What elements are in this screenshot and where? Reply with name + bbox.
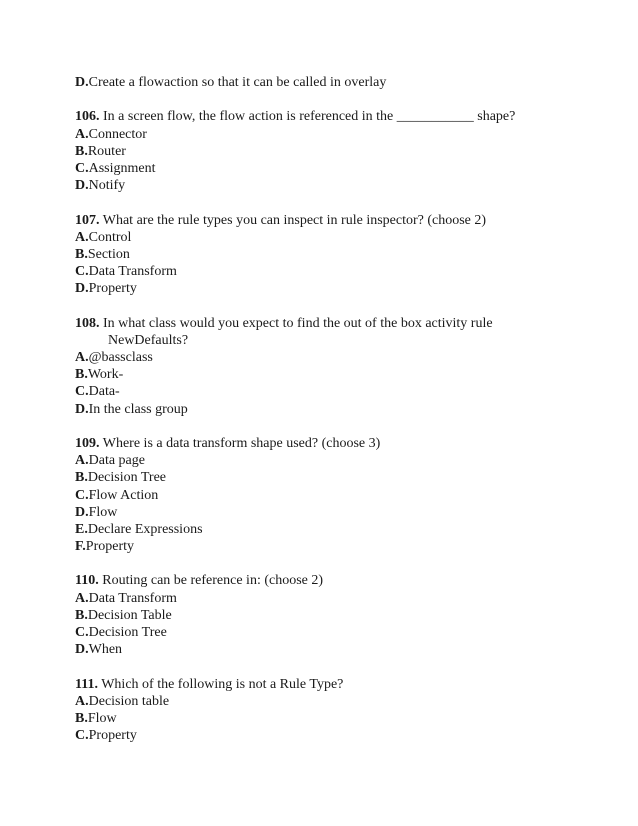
answer-option: [75, 693, 615, 710]
option-text: Decision Table: [87, 607, 172, 623]
question-number: 108.: [75, 315, 100, 331]
option-letter: C.: [75, 487, 89, 503]
question-110: [75, 572, 615, 589]
option-letter: B.: [75, 607, 88, 623]
option-letter: E.: [75, 521, 88, 537]
option-letter: C.: [75, 160, 89, 176]
answer-option: [75, 727, 615, 744]
question-text: In a screen flow, the flow action is referenced in the ___________ shape?: [99, 109, 516, 125]
question-number: 107.: [75, 212, 100, 228]
option-text: @bassclass: [88, 350, 153, 365]
answer-option: [75, 401, 615, 418]
option-text: Flow: [88, 504, 118, 520]
answer-option: [75, 349, 615, 366]
spacer: [75, 194, 615, 211]
option-text: In the class group: [88, 401, 188, 417]
option-letter: F.: [75, 539, 86, 555]
answer-option: [75, 143, 615, 160]
answer-option: [75, 590, 615, 607]
answer-option: [75, 469, 615, 486]
option-letter: D.: [75, 504, 89, 520]
spacer: [75, 418, 615, 435]
option-text: Decision Tree: [87, 470, 167, 486]
option-text: Property: [88, 728, 137, 744]
option-text: Flow: [87, 710, 117, 726]
question-number: 109.: [75, 435, 100, 451]
question-107: [75, 212, 615, 229]
question-number: 110.: [75, 573, 99, 589]
question-number: 106.: [75, 109, 100, 125]
option-text: Connector: [88, 126, 147, 142]
answer-option: [75, 366, 615, 383]
answer-option: [75, 177, 615, 194]
option-text: Data Transform: [88, 590, 177, 606]
option-letter: D.: [75, 642, 89, 658]
answer-option: [75, 607, 615, 624]
answer-option: [75, 641, 615, 658]
question-text: Where is a data transform shape used? (choose 3): [99, 435, 381, 451]
option-text: When: [88, 642, 123, 658]
answer-option: [75, 521, 615, 538]
option-letter: D.: [75, 178, 89, 194]
question-text: What are the rule types you can inspect in rule inspector? (choose 2): [99, 212, 487, 228]
answer-option: [75, 487, 615, 504]
option-letter: A.: [75, 229, 89, 245]
answer-option: [75, 126, 615, 143]
spacer: [75, 297, 615, 314]
spacer: [75, 555, 615, 572]
answer-option: [75, 229, 615, 246]
question-106: [75, 108, 615, 125]
option-letter: A.: [75, 693, 89, 709]
question-108: [75, 315, 615, 332]
option-letter: C.: [75, 384, 89, 400]
answer-option: [75, 504, 615, 521]
option-text: Decision Tree: [88, 625, 167, 640]
question-text: Which of the following is not a Rule Type?: [97, 676, 344, 692]
option-letter: C.: [75, 625, 89, 640]
answer-option: [75, 383, 615, 400]
option-letter: C.: [75, 264, 89, 280]
option-letter: A.: [75, 126, 89, 142]
option-letter: A.: [75, 453, 89, 469]
answer-option: [75, 452, 615, 469]
option-text: Work-: [87, 367, 124, 383]
answer-option: [75, 74, 615, 91]
answer-option: [75, 263, 615, 280]
answer-option: [75, 246, 615, 263]
option-letter: B.: [75, 710, 88, 726]
option-letter: B.: [75, 246, 88, 262]
option-text: Control: [88, 229, 132, 245]
option-letter: C.: [75, 728, 89, 744]
option-letter: B.: [75, 143, 88, 159]
spacer: [75, 658, 615, 675]
question-111: [75, 676, 615, 693]
question-text: In what class would you expect to find the out of the box activity rule: [99, 315, 493, 331]
question-text: Routing can be reference in: (choose 2): [98, 573, 324, 589]
option-letter: D.: [75, 281, 89, 297]
question-continuation: NewDefaults?: [108, 332, 189, 348]
option-text: Assignment: [88, 160, 156, 176]
answer-option: [75, 624, 615, 641]
spacer: [75, 91, 615, 108]
answer-option: [75, 710, 615, 727]
option-text: Section: [87, 246, 130, 262]
option-letter: B.: [75, 367, 88, 383]
option-text: Property: [85, 539, 134, 555]
option-letter: B.: [75, 470, 88, 486]
option-letter: D.: [75, 75, 89, 90]
option-text: Data page: [88, 453, 145, 469]
option-text: Flow Action: [88, 487, 159, 503]
answer-option: [75, 160, 615, 177]
option-letter: A.: [75, 350, 89, 365]
question-number: 111.: [75, 676, 98, 692]
option-text: Data Transform: [88, 264, 177, 280]
option-text: Notify: [88, 178, 126, 194]
answer-option: [75, 538, 615, 555]
answer-option: [75, 280, 615, 297]
option-text: Declare Expressions: [87, 521, 203, 537]
option-letter: A.: [75, 590, 89, 606]
question-109: [75, 435, 615, 452]
document-page: [75, 74, 615, 744]
option-letter: D.: [75, 401, 89, 417]
option-text: Data-: [88, 384, 120, 400]
option-text: Property: [88, 281, 137, 297]
option-text: Decision table: [88, 693, 170, 709]
option-text: Router: [87, 143, 126, 159]
option-text: Create a flowaction so that it can be called in overlay: [88, 75, 387, 90]
